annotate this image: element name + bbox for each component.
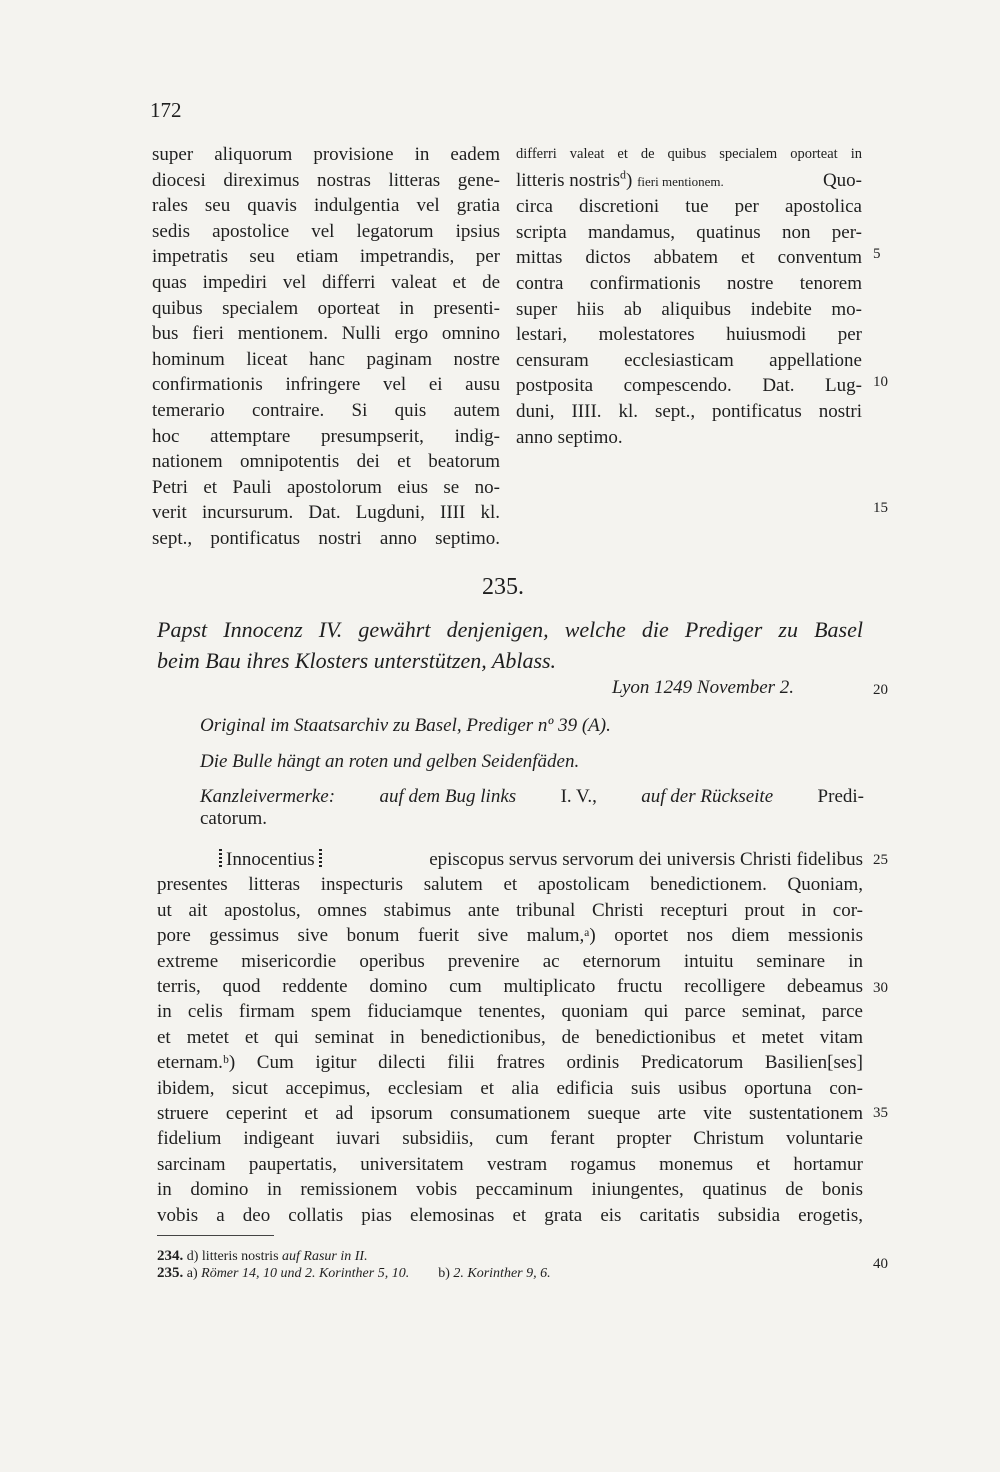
text-line: in domino in remissionem vobis peccaminum iniungentes, quatinus de bonis bbox=[157, 1179, 863, 1201]
page-number: 172 bbox=[150, 98, 182, 122]
footnote-text: d) litteris nostris bbox=[186, 1249, 279, 1264]
text-line: bus fieri mentionem. Nulli ergo omnino bbox=[152, 323, 500, 345]
text-fragment: fieri mentionem. bbox=[637, 173, 724, 189]
text-line: quas impediri vel differri valeat et de bbox=[152, 271, 500, 293]
text-line: catorum. bbox=[200, 808, 268, 829]
text-line: rales seu quavis indulgentia vel gratia bbox=[152, 195, 500, 217]
margin-line-number: 15 bbox=[873, 500, 888, 516]
text-line: et metet et qui seminat in benedictionibus, de benedictionibus et metet vitam bbox=[157, 1026, 863, 1048]
text-line: eternam.ᵇ) Cum igitur dilecti filii fratres ordinis Predicatorum Basilien[ses] bbox=[157, 1052, 863, 1074]
footnote-number: 234. bbox=[157, 1248, 184, 1264]
text-line bbox=[200, 786, 864, 808]
text-line: lestari, molestatores huiusmodi per bbox=[516, 324, 862, 346]
text-line: struere ceperint et ad ipsorum consumationem sueque arte vite sustentationem bbox=[157, 1103, 863, 1125]
text-line bbox=[516, 168, 862, 195]
seal-note: Die Bulle hängt an roten und gelben Seidenfäden. bbox=[200, 751, 580, 772]
text-line: anno septimo. bbox=[516, 426, 623, 448]
text-line: ut ait apostolus, omnes stabimus ante tribunal Christi recepturi prout in cor- bbox=[157, 899, 863, 921]
text-line: hominum liceat hanc paginam nostre bbox=[152, 348, 500, 370]
text-line: diocesi direximus nostras litteras gene- bbox=[152, 169, 500, 191]
text-line: confirmationis infringere vel ei ausu bbox=[152, 374, 500, 396]
text-line: censuram ecclesiasticam appellatione bbox=[516, 349, 862, 371]
text-fragment: Innocentius bbox=[226, 849, 315, 870]
left-column bbox=[152, 142, 500, 552]
margin-line-number: 5 bbox=[873, 246, 881, 262]
text-line: postposita compescendo. Dat. Lug- bbox=[516, 375, 862, 397]
text-fragment: auf dem Bug links bbox=[379, 786, 517, 807]
footnote-234 bbox=[157, 1248, 551, 1265]
footnote-text: b) bbox=[438, 1266, 450, 1281]
text-line: super hiis ab aliquibus indebite mo- bbox=[516, 298, 862, 320]
text-line: mittas dictos abbatem et conventum bbox=[516, 247, 862, 269]
margin-line-number: 25 bbox=[873, 852, 888, 868]
text-line: impetratis seu etiam impetrandis, per bbox=[152, 246, 500, 268]
text-line: vobis a deo collatis pias elemosinas et grata eis caritatis subsidia erogetis, bbox=[157, 1204, 863, 1226]
text-line: terris, quod reddente domino cum multiplicato fructu recolligere debeamus bbox=[157, 976, 863, 998]
footnote-text: 2. Korinther 9, 6. bbox=[453, 1266, 551, 1281]
text-line: fidelium indigeant iuvari subsidiis, cum ferant propter Christum voluntarie bbox=[157, 1128, 863, 1150]
text-line: sarcinam paupertatis, universitatem vestram rogamus monemus et hortamur bbox=[157, 1153, 863, 1175]
text-line: pore gessimus sive bonum fuerit sive malum,ᵃ) oportet nos diem messionis bbox=[157, 925, 863, 947]
text-fragment: litteris nostris$^d$) fieri mentionem. bbox=[516, 167, 724, 191]
document-title bbox=[157, 614, 863, 676]
footnote-number: 235. bbox=[157, 1265, 184, 1281]
text-line: temerario contraire. Si quis autem bbox=[152, 399, 500, 421]
title-line: beim Bau ihres Klosters unterstützen, Ablass. bbox=[157, 648, 557, 673]
footnote-text: a) bbox=[186, 1266, 198, 1281]
text-fragment: auf der Rückseite bbox=[641, 786, 774, 807]
text-line: duni, IIII. kl. sept., pontificatus nostri bbox=[516, 400, 862, 422]
text-line: quibus specialem oporteat in presenti- bbox=[152, 297, 500, 319]
separator-mark bbox=[319, 849, 322, 868]
text-fragment: episcopus servus servorum dei universis Christi fidelibus bbox=[429, 849, 863, 870]
text-fragment: Kanzleivermerke: bbox=[200, 786, 336, 807]
chancery-note bbox=[200, 786, 864, 830]
document-number: 235. bbox=[482, 574, 524, 600]
text-line bbox=[157, 847, 863, 872]
text-line: nationem omnipotentis dei et beatorum bbox=[152, 451, 500, 473]
date-line: Lyon 1249 November 2. bbox=[612, 677, 795, 698]
text-line: contra confirmationis nostre tenorem bbox=[516, 272, 862, 294]
footnote-rule bbox=[157, 1235, 274, 1236]
footnote-marker: d bbox=[619, 167, 626, 182]
text-line: circa discretioni tue per apostolica bbox=[516, 196, 862, 218]
text-fragment: Quo- bbox=[822, 169, 862, 191]
margin-line-number: 40 bbox=[873, 1256, 888, 1272]
original-note: Original im Staatsarchiv zu Basel, Prediger nº 39 (A). bbox=[200, 715, 611, 736]
text-fragment: litteris nostris bbox=[516, 169, 620, 191]
text-line: sept., pontificatus nostri anno septimo. bbox=[152, 527, 500, 549]
text-line: verit incursurum. Dat. Lugduni, IIII kl. bbox=[152, 502, 500, 524]
text-line: sedis apostolice vel legatorum ipsius bbox=[152, 220, 500, 242]
text-line: differri valeat et de quibus specialem oporteat in bbox=[516, 146, 862, 162]
footnote-text: auf Rasur in II. bbox=[282, 1249, 368, 1264]
text-line: ibidem, sicut accepimus, ecclesiam et alia edificia suis usibus oportuna con- bbox=[157, 1077, 863, 1099]
separator-mark bbox=[219, 849, 222, 868]
text-fragment: Predi- bbox=[817, 786, 864, 807]
text-fragment bbox=[215, 847, 326, 872]
text-line: scripta mandamus, quatinus non per- bbox=[516, 221, 862, 243]
margin-line-number: 30 bbox=[873, 980, 888, 996]
text-line: in celis firmam spem fiduciamque tenentes, quoniam qui parce seminat, parce bbox=[157, 1001, 863, 1023]
text-line: Petri et Pauli apostolorum eius se no- bbox=[152, 476, 500, 498]
footnote-text: Römer 14, 10 und 2. Korinther 5, 10. bbox=[201, 1266, 410, 1281]
footnote-235 bbox=[157, 1265, 551, 1282]
text-line: presentes litteras inspecturis salutem et apostolicam benedictionem. Quoniam, bbox=[157, 874, 863, 896]
text-line: hoc attemptare presumpserit, indig- bbox=[152, 425, 500, 447]
text-line: super aliquorum provisione in eadem bbox=[152, 144, 500, 165]
right-column bbox=[516, 142, 862, 450]
title-line: Papst Innocenz IV. gewährt denjenigen, welche die Prediger zu Basel bbox=[157, 617, 863, 642]
margin-line-number: 10 bbox=[873, 374, 888, 390]
margin-line-number: 20 bbox=[873, 682, 888, 698]
margin-line-number: 35 bbox=[873, 1105, 888, 1121]
text-line: extreme misericordie operibus prevenire ac eternorum intuitu seminare in bbox=[157, 950, 863, 972]
document-body bbox=[157, 847, 863, 1228]
text-fragment: I. V., bbox=[560, 786, 597, 807]
footnotes bbox=[157, 1248, 551, 1282]
